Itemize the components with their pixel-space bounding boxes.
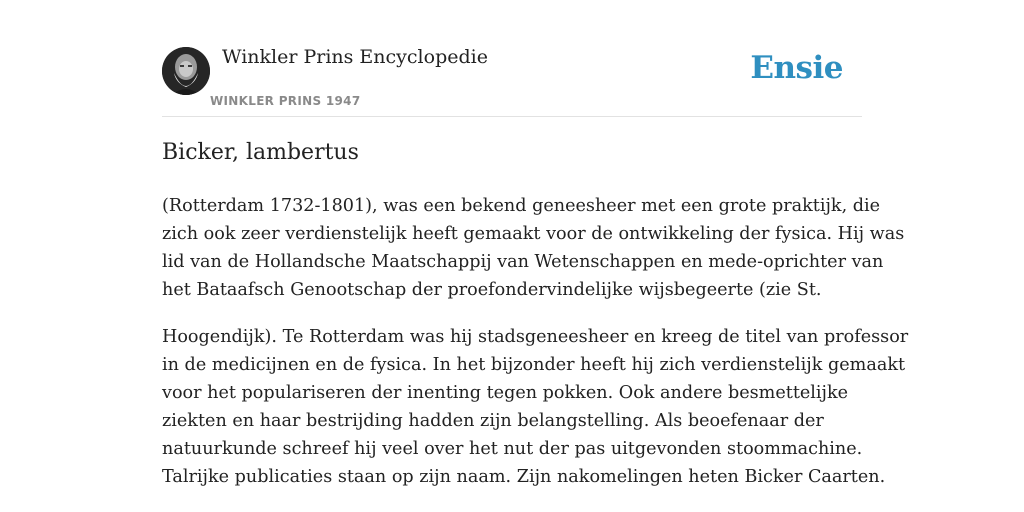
article-paragraph bbox=[162, 192, 905, 304]
paragraph-line: Hoogendijk). Te Rotterdam was hij stadsgeneesheer en kreeg de titel van professor bbox=[162, 327, 909, 347]
avatar[interactable] bbox=[162, 47, 210, 95]
brand-logo[interactable]: Ensie bbox=[750, 50, 843, 86]
paragraph-line: in de medicijnen en de fysica. In het bijzonder heeft hij zich verdienstelijk gemaakt bbox=[162, 355, 906, 375]
bearded-man-portrait-icon bbox=[162, 47, 210, 95]
site-header bbox=[162, 44, 862, 117]
paragraph-line: het Bataafsch Genootschap der proefondervindelijke wijsbegeerte (zie St. bbox=[162, 280, 822, 300]
source-label[interactable]: WINKLER PRINS 1947 bbox=[210, 94, 361, 108]
paragraph-line: ziekten en haar bestrijding hadden zijn belangstelling. Als beoefenaar der bbox=[162, 411, 824, 431]
paragraph-line: natuurkunde schreef hij veel over het nut der pas uitgevonden stoommachine. bbox=[162, 439, 863, 459]
article-title: Bicker, lambertus bbox=[162, 140, 359, 165]
paragraph-line: voor het populariseren der inenting tegen pokken. Ook andere besmettelijke bbox=[162, 383, 849, 403]
paragraph-line: Talrijke publicaties staan op zijn naam. Zijn nakomelingen heten Bicker Caarten. bbox=[162, 467, 886, 487]
site-title[interactable]: Winkler Prins Encyclopedie bbox=[222, 46, 488, 68]
paragraph-line: zich ook zeer verdienstelijk heeft gemaakt voor de ontwikkeling der fysica. Hij was bbox=[162, 224, 905, 244]
article-paragraph bbox=[162, 323, 909, 491]
paragraph-line: lid van de Hollandsche Maatschappij van Wetenschappen en mede-oprichter van bbox=[162, 252, 884, 272]
paragraph-line: (Rotterdam 1732-1801), was een bekend geneesheer met een grote praktijk, die bbox=[162, 196, 881, 216]
